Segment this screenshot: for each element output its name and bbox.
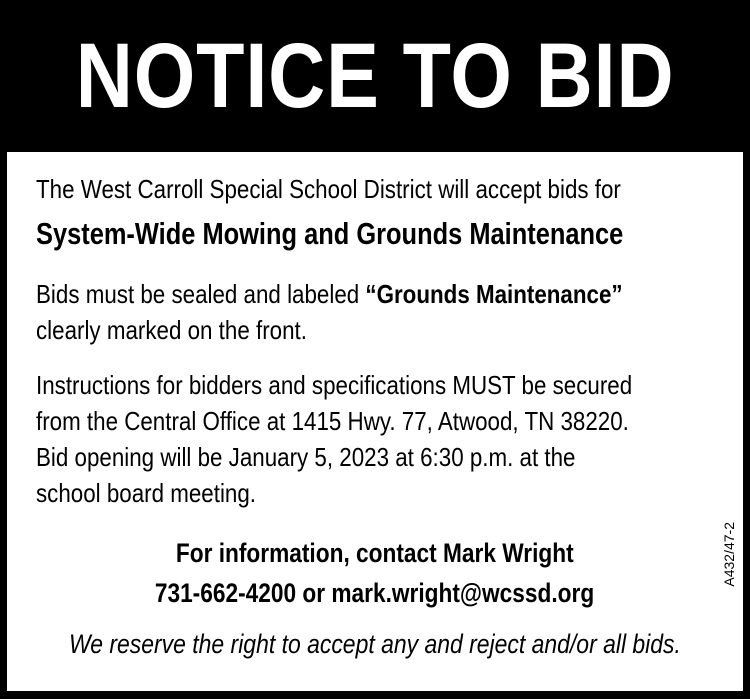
- instructions-line: Instructions for bidders and specifications MUST be secured: [36, 370, 633, 400]
- reserve-statement: [7, 629, 743, 660]
- instructions-line: from the Central Office at 1415 Hwy. 77, Atwood, TN 38220.: [36, 406, 629, 436]
- sealed-label: “Grounds Maintenance”: [365, 279, 623, 309]
- sealed-line-2: clearly marked on the front.: [36, 315, 307, 345]
- header-banner: [0, 0, 750, 152]
- contact-info: [7, 533, 743, 613]
- sealed-line-1: [36, 276, 623, 312]
- bid-subject: System-Wide Mowing and Grounds Maintenance: [36, 216, 624, 251]
- contact-details: 731-662-4200 or mark.wright@wcssd.org: [155, 578, 595, 608]
- notice-body: [7, 152, 743, 691]
- instructions-paragraph: [36, 367, 632, 511]
- sealed-paragraph: [36, 276, 623, 348]
- instructions-line: school board meeting.: [36, 478, 257, 508]
- ad-code: A432/47-2: [721, 522, 737, 587]
- notice-title: NOTICE TO BID: [75, 25, 675, 127]
- sealed-text: Bids must be sealed and labeled: [36, 279, 366, 309]
- contact-name: For information, contact Mark Wright: [176, 538, 574, 568]
- instructions-line: Bid opening will be January 5, 2023 at 6:30 p.m. at the: [36, 442, 576, 472]
- intro-text: The West Carroll Special School District will accept bids for: [36, 174, 621, 204]
- reserve-text: We reserve the right to accept any and reject and/or all bids.: [69, 629, 681, 659]
